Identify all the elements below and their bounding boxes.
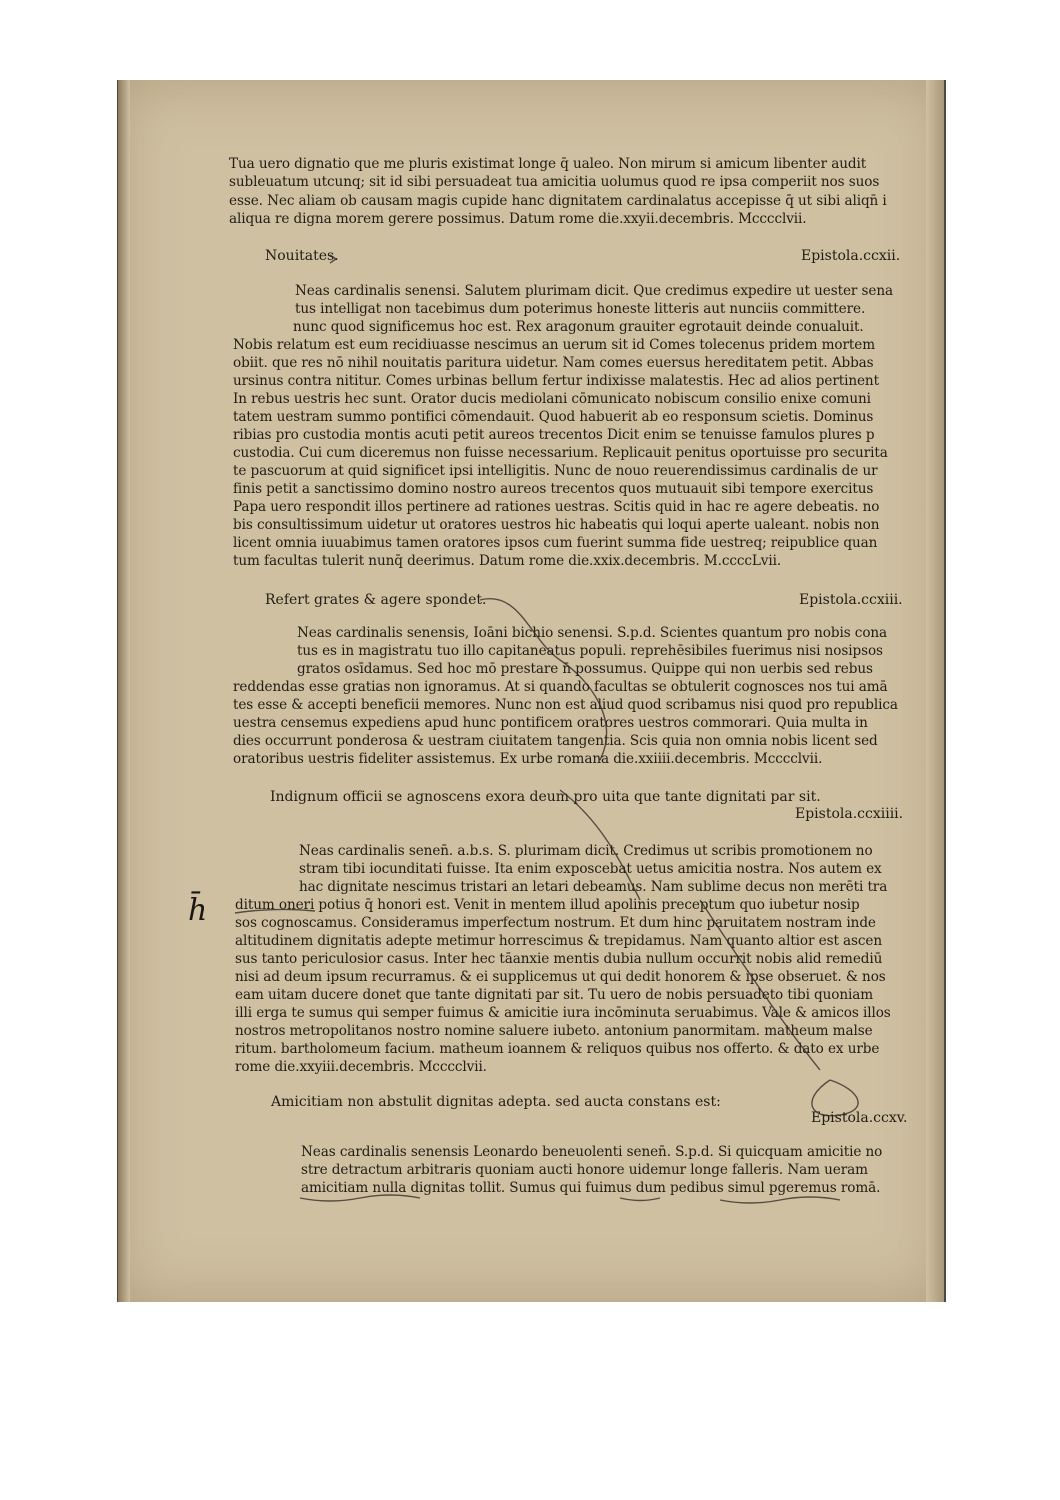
text-line: hac dignitate nescimus tristari an letari debeamus. Nam sublime decus non merēti tra: [299, 879, 888, 895]
epistola-number: Epistola.ccxv.: [811, 1110, 908, 1126]
text-line: nisi ad deum ipsum recurramus. & ei supplicemus ut qui dedit honorem & ipse obseruet. & nos: [235, 969, 886, 985]
text-line: Nobis relatum est eum recidiuasse nescimus an uerum sit id Comes tolecenus pridem mortem: [233, 337, 875, 353]
text-line: ditum oneri potius q̄ honori est. Venit in mentem illud apolinis preceptum quo iubetur nosip: [235, 897, 860, 913]
text-line: Neas cardinalis senensis Leonardo beneuolenti senen̄. S.p.d. Si quicquam amicitie no: [301, 1144, 883, 1160]
text-line: stram tibi iocunditati fuisse. Ita enim exposcebat uetus amicitia nostra. Nos autem ex: [299, 861, 882, 877]
text-line: sus tanto periculosior casus. Inter hec tāanxie mentis dubia nullum occurrit nobis alid remediū: [235, 951, 883, 967]
text-line: nunc quod significemus hoc est. Rex aragonum grauiter egrotauit deinde conualuit.: [293, 319, 864, 335]
text-line: nostros metropolitanos nostro nomine saluere iubeto. antonium panormitam. matheum malse: [235, 1023, 873, 1039]
text-line: tus es in magistratu tuo illo capitaneatus populi. reprehēsibiles fuerimus nisi nosipsos: [297, 643, 883, 659]
text-line: aliqua re digna morem gerere possimus. Datum rome die.xxyii.decembris. Mcccclvii.: [229, 211, 807, 227]
text-line: illi erga te sumus qui semper fuimus & amicitie iura incōminuta seruabimus. Vale & amicos illos: [235, 1005, 891, 1021]
text-line: finis petit a sanctissimo domino nostro aureos trecentos quos mutuauit sibi tempore exercitus: [233, 481, 874, 497]
epistola-number: Epistola.ccxiiii.: [795, 806, 904, 822]
text-line: gratos osīdamus. Sed hoc mō prestare n̄ possumus. Quippe qui non uerbis sed rebus: [297, 661, 873, 677]
letter-rubric: Indignum officii se agnoscens exora deum pro uita que tante dignitati par sit.: [270, 789, 821, 805]
text-line: In rebus uestris hec sunt. Orator ducis mediolani cōmunicato nobiscum consilio enixe comuni: [233, 391, 871, 407]
text-line: ribias pro custodia montis acuti petit aureos trecentos Dicit enim se tenuisse famulos plures p: [233, 427, 875, 443]
letter-rubric: Refert grates & agere spondet.: [265, 592, 487, 608]
letter-rubric: Amicitiam non abstulit dignitas adepta. sed aucta constans est:: [271, 1094, 721, 1110]
text-line: stre detractum arbitraris quoniam aucti honore uidemur longe falleris. Nam ueram: [301, 1162, 868, 1178]
epistola-number: Epistola.ccxiii.: [799, 592, 903, 608]
text-line: uestra censemus expediens apud hunc pontificem oratores uestros commorari. Quia multa in: [233, 715, 868, 731]
letter-rubric: Nouitates.: [265, 248, 339, 264]
text-line: eam uitam ducere donet que tante dignitati par sit. Tu uero de nobis persuadeto tibi quoniam: [235, 987, 874, 1003]
text-line: dies occurrunt ponderosa & uestram ciuitatem tangentia. Scis quia non omnia nobis licent sed: [233, 733, 878, 749]
text-line: custodia. Cui cum diceremus non fuisse necessarium. Replicauit penitus oportuisse pro securita: [233, 445, 888, 461]
page-gutter-shadow: [118, 80, 130, 1302]
text-line: obiit. que res nō nihil nouitatis paritura uidetur. Nam comes euersus hereditatem petit. Abbas: [233, 355, 874, 371]
text-line: Tua uero dignatio que me pluris existimat longe q̄ ualeo. Non mirum si amicum libenter audit: [229, 156, 867, 172]
text-line: altitudinem dignitatis adepte metimur horrescimus & trepidamus. Nam quanto altior est ascen: [235, 933, 883, 949]
text-line: rome die.xxyiii.decembris. Mcccclvii.: [235, 1059, 487, 1075]
text-line: tus intelligat non tacebimus dum poterimus honeste litteris aut nunciis committere.: [295, 301, 866, 317]
text-line: sos cognoscamus. Consideramus imperfectum nostrum. Et dum hinc paruitatem nostram inde: [235, 915, 876, 931]
text-line: ritum. bartholomeum facium. matheum ioannem & reliquos quibus nos offerto. & dato ex urbe: [235, 1041, 880, 1057]
text-line: esse. Nec aliam ob causam magis cupide hanc dignitatem cardinalatus accepisse q̄ ut sibi aliqn̄ i: [229, 193, 887, 209]
text-line: oratoribus uestris fideliter assistemus. Ex urbe romana die.xxiiii.decembris. Mcccclvii.: [233, 751, 823, 767]
text-line: ursinus contra nititur. Comes urbinas bellum fertur indixisse malatestis. Hec ad alios pertinent: [233, 373, 879, 389]
text-line: bis consultissimum uidetur ut oratores uestros hic habeatis qui loqui aperte ualeant. nobis non: [233, 517, 880, 533]
text-line: tes esse & accepti beneficii memores. Nunc non est aliud quod scribamus nisi quod pro republica: [233, 697, 898, 713]
epistola-number: Epistola.ccxii.: [801, 248, 901, 264]
page-edge: [926, 80, 944, 1302]
text-line: tum facultas tulerit nunq̄ deerimus. Datum rome die.xxix.decembris. M.ccccLvii.: [233, 553, 782, 569]
text-line: reddendas esse gratias non ignoramus. At si quando facultas se obtulerit cognosces nos tui amā: [233, 679, 888, 695]
text-line: Neas cardinalis senensis, Ioāni bichio senensi. S.p.d. Scientes quantum pro nobis cona: [297, 625, 888, 641]
text-line: licent omnia iuuabimus tamen oratores ipsos cum fuerint summa fide uestreq; reipublice quan: [233, 535, 878, 551]
text-line: subleuatum utcunq; sit id sibi persuadeat tua amicitia uolumus quod re ipsa comperiit nos suos: [229, 174, 880, 190]
text-line: Neas cardinalis senensi. Salutem plurimam dicit. Que credimus expedire ut uester sena: [295, 283, 894, 299]
text-line: Neas cardinalis senen̄. a.b.s. S. plurimam dicit. Credimus ut scribis promotionem no: [299, 843, 873, 859]
text-line: te pascuorum at quid significet ipsi intelligitis. Nunc de nouo reuerendissimus cardinalis de ur: [233, 463, 878, 479]
text-line: amicitiam nulla dignitas tollit. Sumus qui fuimus dum pedibus simul pgeremus romā.: [301, 1180, 881, 1196]
text-line: tatem uestram summo pontifici cōmendauit. Quod habuerit ab eo responsum scietis. Dominus: [233, 409, 874, 425]
text-line: Papa uero respondit illos pertinere ad rationes uestras. Scitis quid in hac re agere debeatis. no: [233, 499, 880, 515]
marginal-handwriting: h̄: [188, 893, 208, 928]
